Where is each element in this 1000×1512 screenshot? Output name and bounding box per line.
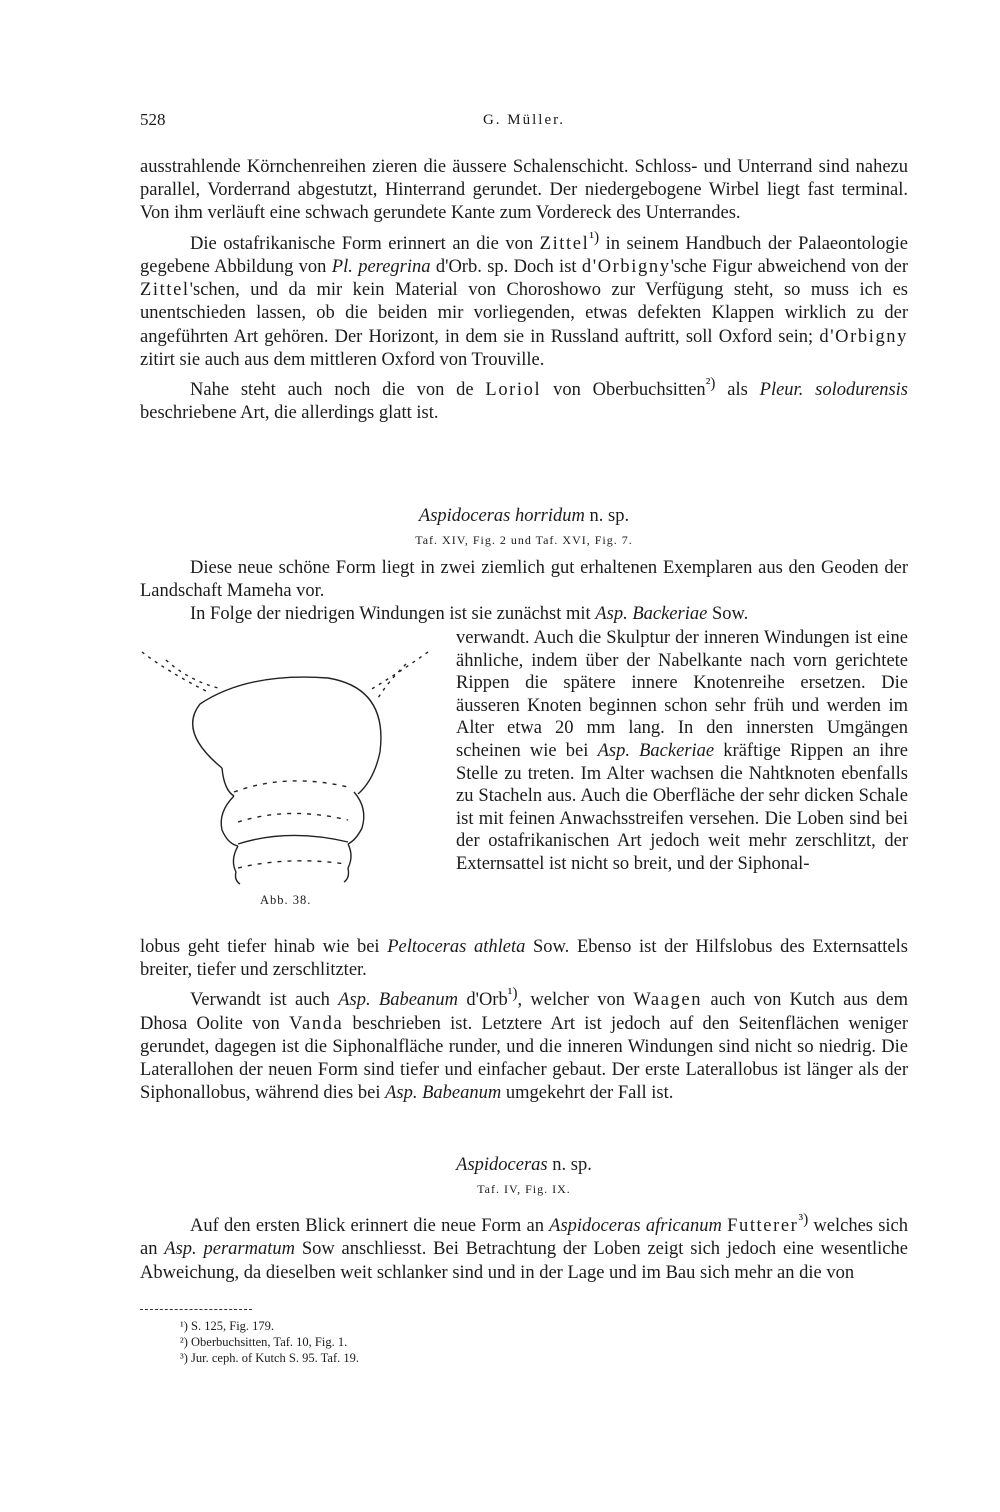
figure-caption: Abb. 38. xyxy=(260,893,312,907)
paragraph-folge-continued: verwandt. Auch die Skulptur der inneren Windungen ist eine ähnliche, indem über der Nabelkante nach vorn gerichtete Rippen die spätere innere Knotenreihe ersetzen. Die äusseren Knoten beginnen schon sehr früh und werden im Alter etwa 20 mm lang. In den innersten Umgängen scheinen wie bei Asp. Backeriae kräftige Rippen an ihre Stelle zu treten. Im Alter wachsen die Nahtknoten ebenfalls zu Stacheln aus. Auch die Oberfläche der sehr dicken Schale ist mit feinen Anwachsstreifen versehen. Die Loben sind bei der ostafrikanischen Art jedoch weit mehr zerschlitzt, der Externsattel ist nicht so breit, und der Siphonal- xyxy=(456,628,908,874)
footnote-ref: ²) xyxy=(705,374,716,392)
paragraph-diese: Diese neue schöne Form liegt in zwei ziemlich gut erhaltenen Exemplaren aus den Geoden der Landschaft Mameha vor. xyxy=(140,558,908,602)
figure-ammonite-cross-section xyxy=(138,632,438,912)
body-text-wrapped xyxy=(456,627,908,876)
plate-reference-horridum: Taf. XIV, Fig. 2 und Taf. XVI, Fig. 7. xyxy=(415,533,633,547)
species-name: Peltoceras athleta xyxy=(387,937,526,957)
running-author: G. Müller. xyxy=(482,112,566,128)
ammonite-whorl-drawing xyxy=(138,632,438,912)
footnote-2: ²) Oberbuchsitten, Taf. 10, Fig. 1. xyxy=(180,1335,348,1350)
body-text-bottom xyxy=(140,1208,908,1285)
species-name: Pleur. solodurensis xyxy=(759,380,908,401)
species-name: Asp. Babeanum xyxy=(338,990,459,1011)
footnote-1: ¹) S. 125, Fig. 179. xyxy=(180,1319,275,1333)
species-name: Asp. Backeriae xyxy=(597,740,715,761)
species-name: Asp. Babeanum xyxy=(385,1083,502,1104)
species-name: Aspidoceras africanum xyxy=(549,1216,722,1237)
footnote-3: ³) Jur. ceph. of Kutch S. 95. Taf. 19. xyxy=(180,1351,360,1366)
species-name: Pl. peregrina xyxy=(331,256,431,277)
paragraph-intro: ausstrahlende Körnchenreihen zieren die äussere Schalenschicht. Schloss- und Unterrand sind nahezu parallel, Vorderrand abgestutzt, Hinterrand gerundet. Der niedergebogene Wirbel liegt fast terminal. Von ihm verläuft eine schwach gerundete Kante zum Vordereck des Unterrandes. xyxy=(140,157,908,224)
paragraph-verwandt: Verwandt ist auch Asp. Babeanum d'Orb$^{^1)}$, welcher von Waagen auch von Kutch aus dem Dhosa Oolite von Vanda beschrieben ist. Letztere Art ist jedoch auf den Seitenflächen weniger gerundet, dagegen ist die Siphonalfläche runder, und die inneren Windungen sind nicht so niedrig. Die Laterallohen der neuen Form sind tiefer und einfacher gebaut. Der erste Laterallobus ist länger als der Siphonallobus, während dies bei Asp. Babeanum umgekehrt der Fall ist. xyxy=(140,985,908,1104)
footnote-ref: ³) xyxy=(798,1211,809,1228)
running-header xyxy=(140,110,908,134)
species-name: Asp. perarmatum xyxy=(164,1239,295,1260)
paragraph-loriol: Nahe steht auch noch die von de Loriol von Oberbuchsitten$^{^2)}$ als Pleur. solodurensis beschriebene Art, die allerdings glatt ist. xyxy=(140,374,908,424)
footnote-ref: ¹) xyxy=(589,228,600,246)
species-name: Asp. Backeriae xyxy=(595,604,708,625)
paragraph-auf: Auf den ersten Blick erinnert die neue Form an Aspidoceras africanum Futterer$^{^3)}$ welches sich an Asp. perarmatum Sow anschliesst. Bei Betrachtung der Loben zeigt sich jedoch eine wesentliche Abweichung, da dieselben weit schlanker sind und in der Lage und im Bau sich mehr an die von xyxy=(140,1211,908,1283)
plate-reference-aspidoceras: Taf. IV, Fig. IX. xyxy=(477,1182,571,1196)
paragraph-lobus: lobus geht tiefer hinab wie bei Peltoceras athleta Sow. Ebenso ist der Hilfslobus des Externsattels breiter, tiefer und zerschlitzter. xyxy=(140,937,908,981)
paragraph-zittel: Die ostafrikanische Form erinnert an die von Zittel$^{^1)}$ in seinem Handbuch der Palaeontologie gegebene Abbildung von Pl. peregrina d'Orb. sp. Doch ist d'Orbigny'sche Figur abweichend von der Zittel'schen, und da mir kein Material von Choroshowo zur Verfügung steht, so muss ich es unentschieden lassen, ob die beiden mir vorliegenden, etwas defekten Klappen wirklich zu der angeführten Art gehören. Der Horizont, in dem sie in Russland auftritt, soll Oxford sein; d'Orbigny zitirt sie auch aus dem mittleren Oxford von Trouville. xyxy=(140,228,909,370)
footnote-separator xyxy=(140,1309,252,1310)
footnotes xyxy=(180,1318,359,1367)
body-text-horridum xyxy=(140,557,908,627)
footnote-ref: ¹) xyxy=(507,985,518,1003)
paragraph-folge: In Folge der niedrigen Windungen ist sie zunächst mit Asp. Backeriae Sow. xyxy=(190,604,749,625)
section-title-horridum: Aspidoceras horridum n. sp. xyxy=(418,506,630,526)
body-text-middle xyxy=(140,936,908,1106)
body-text-top xyxy=(140,156,908,426)
page-number: 528 xyxy=(140,110,166,129)
section-title-aspidoceras: Aspidoceras n. sp. xyxy=(456,1155,592,1175)
